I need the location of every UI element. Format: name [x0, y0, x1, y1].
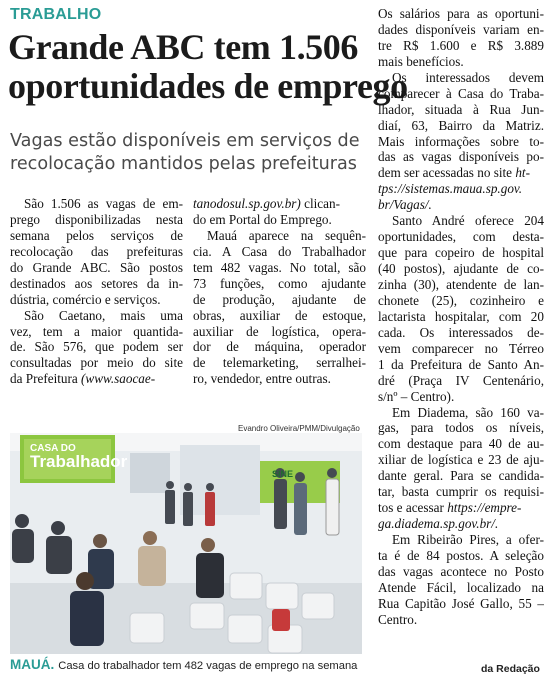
text-line: s/nº – Centro).: [378, 388, 455, 404]
url-fragment[interactable]: tps://sistemas.maua.sp.gov.: [378, 181, 523, 197]
text-line: 1 da Prefeitura de Santo An-: [378, 356, 544, 372]
text-line: dante geral. Para se candida-: [378, 468, 544, 484]
section-label: TRABALHO: [10, 6, 102, 23]
text-line: das vagas acontece no Posto: [378, 563, 544, 579]
text-line: dré (Praça IV Centenário,: [378, 372, 544, 388]
text-line: mais benefícios.: [378, 53, 464, 69]
text-line: 73 funções, como ajudante: [193, 275, 366, 291]
text-fragment: clican-: [304, 196, 340, 211]
text-fragment: dem ser acessadas no site: [378, 165, 513, 181]
text-line: [378, 197, 544, 213]
text-line: tre R$ 1.600 e R$ 3.889: [378, 37, 544, 53]
article-column-3: [378, 6, 544, 628]
text-line: Em Diadema, são 160 va-: [392, 404, 544, 420]
text-line: de telemarketing, serralhei-: [193, 355, 366, 371]
text-line: cada. Os interessados de-: [378, 324, 544, 340]
article-column-2: [193, 196, 366, 387]
text-line: dades disponíveis variam en-: [378, 21, 544, 37]
headline: [8, 27, 408, 106]
text-line: vez, tem a maior quantida-: [10, 323, 183, 339]
site-link[interactable]: tanodosul.sp.gov.br): [193, 196, 301, 211]
text-line: Os salários para as oportuni-: [378, 6, 544, 21]
text-line: dústria, comércio e serviços.: [10, 291, 161, 307]
text-line: do Grande ABC. São postos: [10, 259, 183, 275]
text-line: prego disponibilizadas nesta: [10, 211, 183, 227]
text-line: comparecer à Casa do Traba-: [378, 85, 544, 101]
author-signature: da Redação: [481, 663, 540, 675]
caption-keyword: MAUÁ.: [10, 657, 55, 672]
headline-line-2: oportunidades de emprego: [8, 66, 408, 106]
text-line: [378, 181, 544, 197]
text-line: [10, 371, 183, 387]
text-line: Mauá aparece na sequên-: [207, 227, 366, 243]
text-line: ro, vendedor, entre outras.: [193, 371, 331, 387]
text-line: recolocação das prefeituras: [10, 243, 183, 259]
text-line: consultadas por meio do site: [10, 355, 183, 371]
text-line: vem comparecer no Térreo: [378, 340, 544, 356]
headline-line-1: Grande ABC tem 1.506: [8, 27, 358, 67]
text-line: xiliar de logística e 23 de aju-: [378, 452, 544, 468]
text-line: de produção, ajudante de: [193, 291, 366, 307]
text-fragment: da Prefeitura: [10, 371, 78, 387]
text-line: [378, 165, 544, 181]
text-line: obras, auxiliar de estoque,: [193, 307, 366, 323]
text-line: lactarista hospitalar, com 20: [378, 308, 544, 324]
text-line: dor de máquina, operador: [193, 339, 366, 355]
text-line: oportunidades, com desta-: [378, 229, 544, 245]
url-fragment[interactable]: ht-: [515, 165, 530, 181]
photo-illustration: [10, 433, 362, 654]
text-line: gas, para todos os níveis,: [378, 420, 544, 436]
text-line: destinados aos setores da in-: [10, 275, 183, 291]
subheadline-line-1: Vagas estão disponíveis em serviços de: [10, 131, 360, 151]
photo-caption: [10, 657, 357, 672]
text-line: Santo André oferece 204: [392, 213, 544, 229]
text-line: semana pelos serviços de: [10, 227, 183, 243]
text-line: (40 postos), ajudante de co-: [378, 261, 544, 277]
text-line: ta é de 84 postos. A seleção: [378, 547, 544, 563]
text-line: [193, 196, 366, 212]
url-fragment[interactable]: br/Vagas/.: [378, 197, 432, 213]
subheadline-line-2: recolocação mantidos pelas prefeituras: [10, 154, 357, 174]
text-line: auxiliar de logística, opera-: [193, 323, 366, 339]
text-line: [378, 516, 544, 532]
text-line: São Caetano, mais uma: [24, 307, 183, 323]
text-line: Rua Capitão José Gallo, 55 –: [378, 595, 544, 611]
text-line: diaí, 63, Bairro da Matriz.: [378, 117, 544, 133]
text-line: zinha (30), atendente de lan-: [378, 277, 544, 292]
site-link[interactable]: (www.saocae-: [81, 371, 156, 387]
text-line: chonete (25), cozinheiro e: [378, 292, 544, 308]
url-fragment[interactable]: https://empre-: [447, 500, 522, 516]
text-line: [378, 500, 544, 516]
text-line: que para copeiro de hospital: [378, 245, 544, 261]
text-line: com destaque para 40 de au-: [378, 436, 544, 452]
text-line: Mais informações sobre to-: [378, 133, 544, 149]
photo-credit: Evandro Oliveira/PMM/Divulgação: [238, 424, 360, 433]
text-line: Atende Fácil, localizado na: [378, 579, 544, 595]
text-line: Em Ribeirão Pires, a ofer-: [392, 532, 544, 548]
text-fragment: tos e acessar: [378, 500, 444, 516]
text-line: Centro.: [378, 611, 418, 627]
text-line: tem 482 vagas. No total, são: [193, 259, 366, 275]
text-line: Os interessados devem: [392, 69, 544, 85]
text-line: de. São 576, que podem ser: [10, 339, 183, 355]
caption-text: Casa do trabalhador tem 482 vagas de emprego na semana: [58, 660, 358, 672]
url-fragment[interactable]: ga.diadema.sp.gov.br/.: [378, 516, 499, 532]
subheadline: [10, 130, 372, 176]
sign-text-right: SINE: [272, 469, 294, 479]
sign-text-line-1: CASA DO: [30, 443, 76, 454]
sign-text-line-2: Trabalhador: [30, 452, 128, 471]
text-line: São 1.506 as vagas de em-: [24, 196, 183, 211]
text-line: lhador, situada à Rua Jun-: [378, 101, 544, 117]
news-photo: [10, 433, 362, 654]
text-line: tar, basta cumprir os requisi-: [378, 484, 544, 500]
article-column-1: [10, 196, 183, 387]
text-line: das as vagas disponíveis po-: [378, 149, 544, 165]
text-line: cia. A Casa do Trabalhador: [193, 243, 366, 259]
text-line: do em Portal do Emprego.: [193, 211, 332, 227]
